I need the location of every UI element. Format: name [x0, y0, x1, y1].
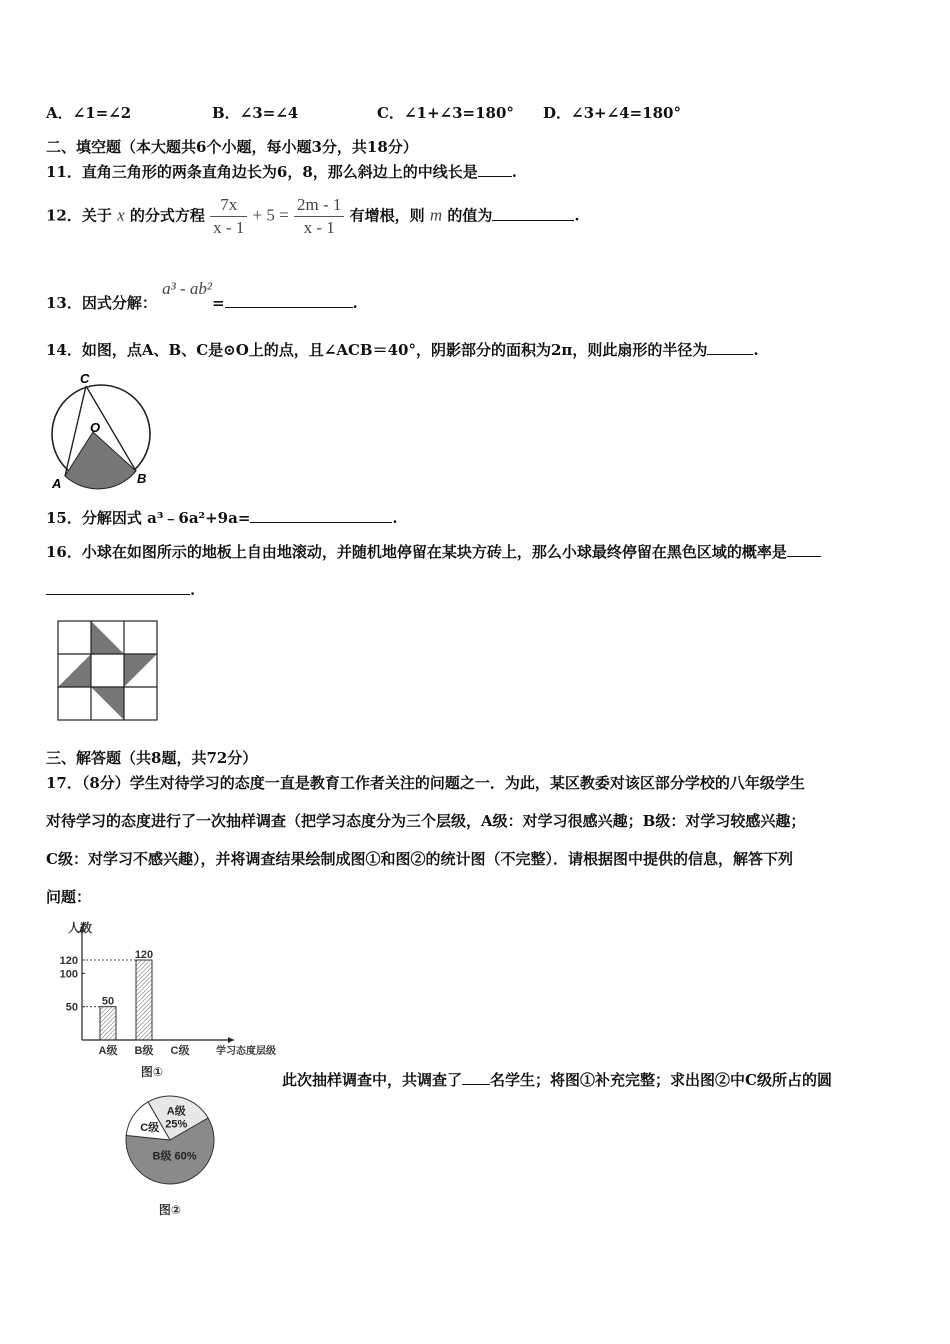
- question-11: 11．直角三角形的两条直角边长为6，8，那么斜边上的中线长是 .: [46, 163, 517, 181]
- label-b: B: [137, 471, 147, 486]
- slice-label: C级: [140, 1121, 160, 1134]
- slice-label: A级: [166, 1105, 186, 1118]
- answer-blank: [707, 340, 753, 355]
- y-tick-label: 120: [59, 955, 78, 967]
- label-c: C: [80, 371, 90, 386]
- chart-title: 图①: [140, 1065, 164, 1079]
- question-12: 12．关于 x 的分式方程 $\frac{7x}{x - 1}$ + 5 = $\frac{2m - 1}{x - 1}$ 有增根，则 m 的值为 .: [46, 195, 580, 237]
- option-a: A．∠1=∠2: [46, 104, 132, 122]
- question-16: 16．小球在如图所示的地板上自由地滚动，并随机地停留在某块方砖上，那么小球最终停留在黑色区域的概率是: [46, 541, 821, 562]
- question-13: 13．因式分解： a³ - ab²= .: [46, 279, 358, 312]
- tile-floor-figure: [56, 619, 160, 723]
- slice-label: B级 60%: [152, 1150, 197, 1163]
- dark-triangle: [91, 687, 124, 720]
- grid: [58, 621, 157, 720]
- y-axis-label: 人数: [68, 921, 93, 935]
- fraction-1: $\frac{7x}{x - 1}$: [210, 194, 247, 239]
- label-a: A: [52, 476, 62, 491]
- q17-line-3: C级：对学习不感兴趣），并将调查结果绘制成图①和图②的统计图（不完整）．请根据图中提供的信息，解答下列: [46, 850, 793, 868]
- answer-blank: [478, 162, 512, 177]
- q17-line-5: 此次抽样调查中，共调查了 名学生；将图①补充完整；求出图②中C级所占的圆: [282, 1071, 832, 1089]
- x-tick-label: B级: [134, 1045, 154, 1057]
- question-16-cont: .: [46, 580, 195, 599]
- shaded-sector: [65, 432, 136, 489]
- dark-triangle: [58, 654, 91, 687]
- answer-blank: [787, 542, 821, 557]
- q17-line-2: 对待学习的态度进行了一次抽样调查（把学习态度分为三个层级，A级：对学习很感兴趣；B级：对学习较感兴趣；: [46, 812, 806, 830]
- answer-blank: [250, 508, 392, 523]
- answer-blank: [462, 1070, 490, 1085]
- question-15: 15．分解因式 a³﹣6a²+9a= .: [46, 509, 398, 527]
- bar: [100, 1007, 116, 1040]
- q17-line-1: 17．（8分）学生对待学习的态度一直是教育工作者关注的问题之一．为此，某区教委对该区部分学校的八年级学生: [46, 774, 805, 792]
- chart-title: 图②: [158, 1203, 182, 1217]
- fraction-2: $\frac{2m - 1}{x - 1}$: [294, 194, 344, 239]
- y-tick-label: 50: [65, 1001, 78, 1014]
- section3-title: 三、解答题（共8题，共72分）: [46, 749, 258, 767]
- dark-triangle: [91, 621, 124, 654]
- x-axis-label: 学习态度层级: [216, 1046, 276, 1057]
- x-axis-arrow: [228, 1037, 234, 1043]
- option-b: B．∠3=∠4: [212, 104, 299, 122]
- bar-value-label: 120: [134, 949, 154, 961]
- pie-chart: [120, 1090, 230, 1220]
- label-o: O: [90, 420, 101, 435]
- bar: [136, 960, 152, 1040]
- question-14: 14．如图，点A、B、C是⊙O上的点，且∠ACB＝40°，阴影部分的面积为2π，则此扇形的半径为 .: [46, 341, 759, 359]
- dark-triangle: [124, 654, 157, 687]
- bar-value-label: 50: [101, 995, 115, 1008]
- q17-line-4: 问题：: [46, 888, 92, 906]
- x-tick-label: C级: [170, 1045, 190, 1057]
- option-c: C．∠1+∠3=180°: [377, 104, 514, 122]
- answer-blank: [492, 206, 574, 221]
- circle-sector-figure: [46, 370, 156, 495]
- answer-blank: [225, 293, 353, 308]
- section2-title: 二、填空题（本大题共6个小题，每小题3分，共18分）: [46, 138, 418, 156]
- x-tick-label: A级: [98, 1045, 118, 1057]
- bar-chart: [52, 918, 282, 1083]
- y-tick-label: 100: [59, 968, 78, 981]
- answer-blank: [46, 580, 190, 595]
- slice-percent: 25%: [165, 1118, 188, 1131]
- option-d: D．∠3+∠4=180°: [543, 104, 681, 122]
